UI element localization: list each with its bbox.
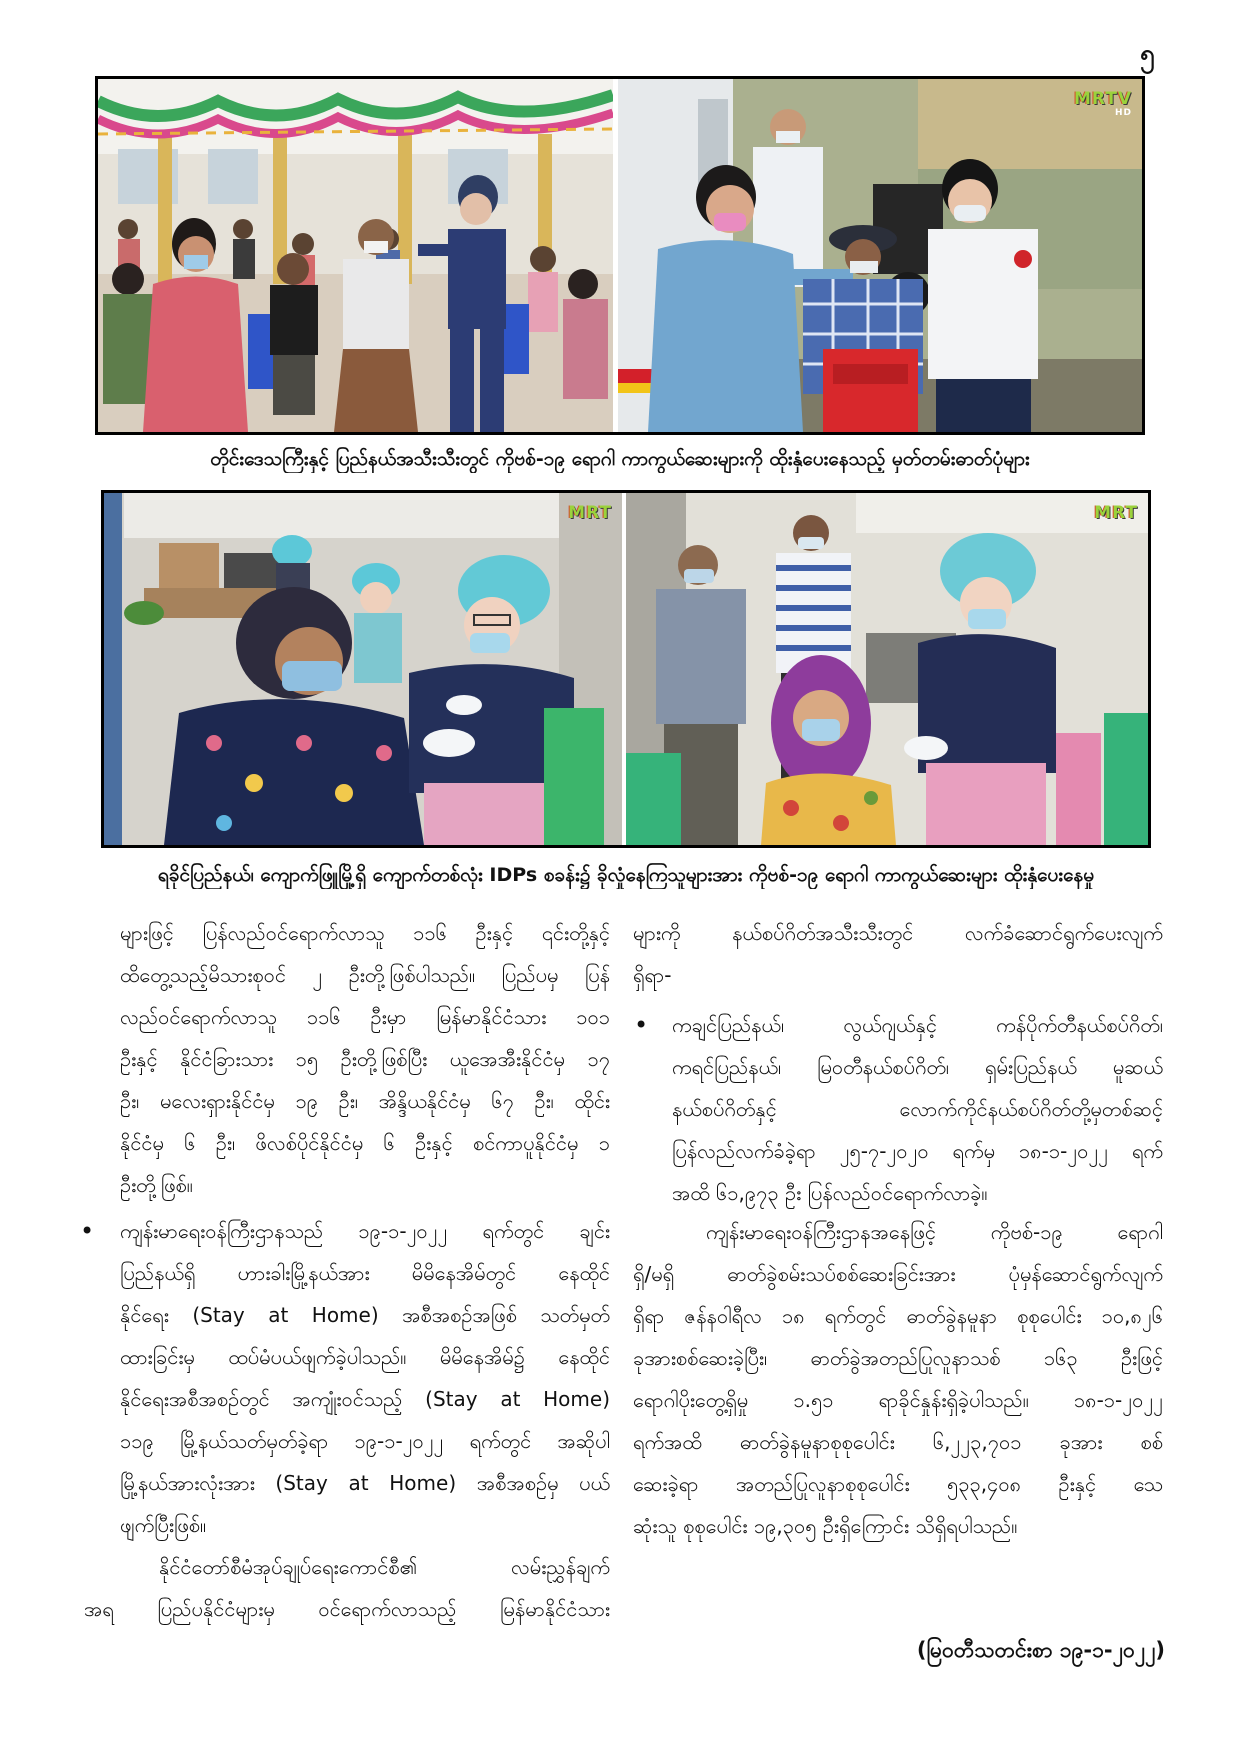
source-credit: (မြဝတီသတင်းစာ ၁၉-၁-၂၀၂၂) — [916, 1638, 1165, 1662]
text-line: နိုင်ငံတော်စီမံအုပ်ချုပ်ရေးကောင်စီ၏ လမ်းညွှန်ချက် — [159, 1555, 610, 1579]
green-chair — [544, 708, 604, 845]
text-line: ဦးနှင့် နိုင်ငံခြားသား ၁၅ ဦးတို့ဖြစ်ပြီး ယူအေအီးနိုင်ငံမှ ၁၇ — [120, 1047, 610, 1071]
photo-caption-top: တိုင်းဒေသကြီးနှင့် ပြည်နယ်အသီးသီးတွင် ကိုဗစ်-၁၉ ရောဂါ ကာကွယ်ဆေးများကို ထိုးနှံပေးနေသည့် မှတ်တမ်းဓာတ်ပုံများ — [210, 448, 1030, 470]
left-closing-paragraph — [84, 1546, 610, 1630]
text-line: အရ ပြည်ပနိုင်ငံများမှ ဝင်ရောက်လာသည့် မြန်မာနိုင်ငံသား — [84, 1597, 610, 1621]
text-line: နယ်စပ်ဂိတ်နှင့် လောက်ကိုင်နယ်စပ်ဂိတ်တို့မှတစ်ဆင့် — [672, 1097, 1163, 1121]
text-line: ရှိရာ ဇန်နဝါရီလ ၁၈ ရက်တွင် ဓာတ်ခွဲနမူနာ စုစုပေါင်း ၁၀,၈၂၆ — [633, 1304, 1163, 1328]
text-line: အထိ ၆၁,၉၇၃ ဦး ပြန်လည်ဝင်ရောက်လာခဲ့။ — [672, 1181, 988, 1205]
bullet-marker: • — [80, 1217, 95, 1245]
bottom-photo-frame — [101, 490, 1151, 848]
left-continuation-paragraph — [120, 912, 610, 1206]
text-line: ၁၁၉ မြို့နယ်သတ်မှတ်ခဲ့ရာ ၁၉-၁-၂၀၂၂ ရက်တွင် အဆိုပါ — [120, 1429, 610, 1453]
text-line: ဆေးခဲ့ရာ အတည်ပြုလူနာစုစုပေါင်း ၅၃၃,၄၀၈ ဦးနှင့် သေ — [633, 1472, 1163, 1496]
text-line: ကျန်းမာရေးဝန်ကြီးဌာနအနေဖြင့် ကိုဗစ်-၁၉ ရောဂါ — [706, 1220, 1163, 1244]
outdoor-vaccination-scene — [618, 79, 1142, 432]
watermark-text: MRT — [1094, 503, 1138, 523]
text-line: ဦး၊ မလေးရှားနိုင်ငံမှ ၁၉ ဦး၊ အိန္ဒိယနိုင်ငံမှ ၆၇ ဦး၊ ထိုင်း — [120, 1089, 610, 1113]
top-photo-frame — [95, 76, 1145, 435]
text-line: ပြည်နယ်ရှိ ဟားခါးမြို့နယ်အား မိမိနေအိမ်တွင် နေထိုင် — [120, 1261, 610, 1285]
photo-woman-receiving-vaccine — [104, 493, 622, 845]
right-statistics-paragraph — [633, 1211, 1163, 1547]
text-line: များဖြင့် ပြန်လည်ဝင်ရောက်လာသူ ၁၁၆ ဦးနှင့် ၎င်းတို့နှင့် — [120, 921, 610, 945]
text-line: မြို့နယ်အားလုံးအား (Stay at Home) အစီအစဉ်မှ ပယ် — [120, 1471, 610, 1495]
photo-nurse-vaccinating-outdoors — [618, 79, 1142, 432]
watermark-sub-text: HD — [1114, 108, 1132, 118]
text-line: ကချင်ပြည်နယ်၊ လွယ်ဂျယ်နှင့် ကန်ပိုက်တီနယ်စပ်ဂိတ်၊ — [672, 1013, 1163, 1037]
text-line: ကရင်ပြည်နယ်၊ မြဝတီနယ်စပ်ဂိတ်၊ ရှမ်းပြည်နယ် မူဆယ် — [672, 1055, 1163, 1079]
text-line: နိုင်ရေးအစီအစဉ်တွင် အကျုံးဝင်သည့် (Stay at Home) — [120, 1387, 610, 1411]
bullet-marker: • — [634, 1011, 649, 1039]
mrt-watermark — [1094, 505, 1138, 522]
text-line: ဦးတို့ဖြစ်။ — [120, 1173, 193, 1197]
text-line: ရှိ/မရှိ ဓာတ်ခွဲစမ်းသပ်စစ်ဆေးခြင်းအား ပုံမှန်ဆောင်ရွက်လျက် — [633, 1262, 1163, 1286]
text-line: ရောဂါပိုးတွေ့ရှိမှု ၁.၅၁ ရာခိုင်နှုန်းရှိခဲ့ပါသည်။ ၁၈-၁-၂၀၂၂ — [633, 1388, 1163, 1412]
watermark-text: MRT — [568, 503, 612, 523]
camp-vaccination-scene-1 — [104, 493, 622, 845]
mrtv-watermark — [1074, 91, 1132, 119]
text-line: ခုအားစစ်ဆေးခဲ့ပြီး၊ ဓာတ်ခွဲအတည်ပြုလူနာသစ် ၁၆၃ ဦးဖြင့် — [633, 1346, 1163, 1370]
text-line: ဖျက်ပြီးဖြစ်။ — [120, 1513, 207, 1537]
text-line: ထားခြင်းမှ ထပ်မံပယ်ဖျက်ခဲ့ပါသည်။ မိမိနေအိမ်၌ နေထိုင် — [120, 1345, 610, 1369]
right-bullet-paragraph — [672, 1004, 1163, 1214]
red-plastic-chair — [823, 349, 918, 432]
text-line: ပြန်လည်လက်ခံခဲ့ရာ ၂၅-၇-၂၀၂၀ ရက်မှ ၁၈-၁-၂၀၂၂ ရက် — [672, 1139, 1163, 1163]
photo-vaccination-hall — [98, 79, 613, 432]
page-number: ၅ — [1140, 39, 1155, 69]
text-line: နိုင်ငံမှ ၆ ဦး၊ ဖိလစ်ပိုင်နိုင်ငံမှ ၆ ဦးနှင့် စင်ကာပူနိုင်ငံမှ ၁ — [120, 1131, 610, 1155]
right-intro-paragraph — [633, 912, 1163, 996]
photo-caption-bottom: ရခိုင်ပြည်နယ်၊ ကျောက်ဖြူမြို့ရှိ ကျောက်တစ်လုံး IDPs စခန်း၌ ခိုလှုံနေကြသူများအား ကိုဗစ်-၁၉ ရောဂါ ကာကွယ်ဆေးများ ထိုးနှံပေးနေမှု — [157, 864, 1095, 886]
text-line: ရှိရာ- — [633, 963, 672, 987]
text-line: ထိတွေ့သည့်မိသားစုဝင် ၂ ဦးတို့ဖြစ်ပါသည်။ ပြည်ပမှ ပြန် — [120, 963, 610, 987]
text-line: ရက်အထိ ဓာတ်ခွဲနမူနာစုစုပေါင်း ၆,၂၂၃,၇၀၁ ခုအား စစ် — [633, 1430, 1163, 1454]
camp-vaccination-scene-2 — [626, 493, 1148, 845]
left-bullet-paragraph — [120, 1210, 610, 1546]
text-line: ဆုံးသူ စုစုပေါင်း ၁၉,၃၀၅ ဦးရှိကြောင်း သိရှိရပါသည်။ — [633, 1514, 1018, 1538]
text-line: နိုင်ရေး (Stay at Home) အစီအစဉ်အဖြစ် သတ်မှတ် — [120, 1303, 610, 1327]
photo-woman-purple-headscarf-vaccine — [626, 493, 1148, 845]
text-line: လည်ဝင်ရောက်လာသူ ၁၁၆ ဦးမှာ မြန်မာနိုင်ငံသား ၁၀၁ — [120, 1005, 610, 1029]
watermark-text: MRTV — [1074, 89, 1132, 109]
vaccination-hall-scene — [98, 79, 613, 432]
text-line: များကို နယ်စပ်ဂိတ်အသီးသီးတွင် လက်ခံဆောင်ရွက်ပေးလျက် — [633, 921, 1163, 945]
text-line: ကျန်းမာရေးဝန်ကြီးဌာနသည် ၁၉-၁-၂၀၂၂ ရက်တွင် ချင်း — [120, 1219, 610, 1243]
mrt-watermark — [568, 505, 612, 522]
